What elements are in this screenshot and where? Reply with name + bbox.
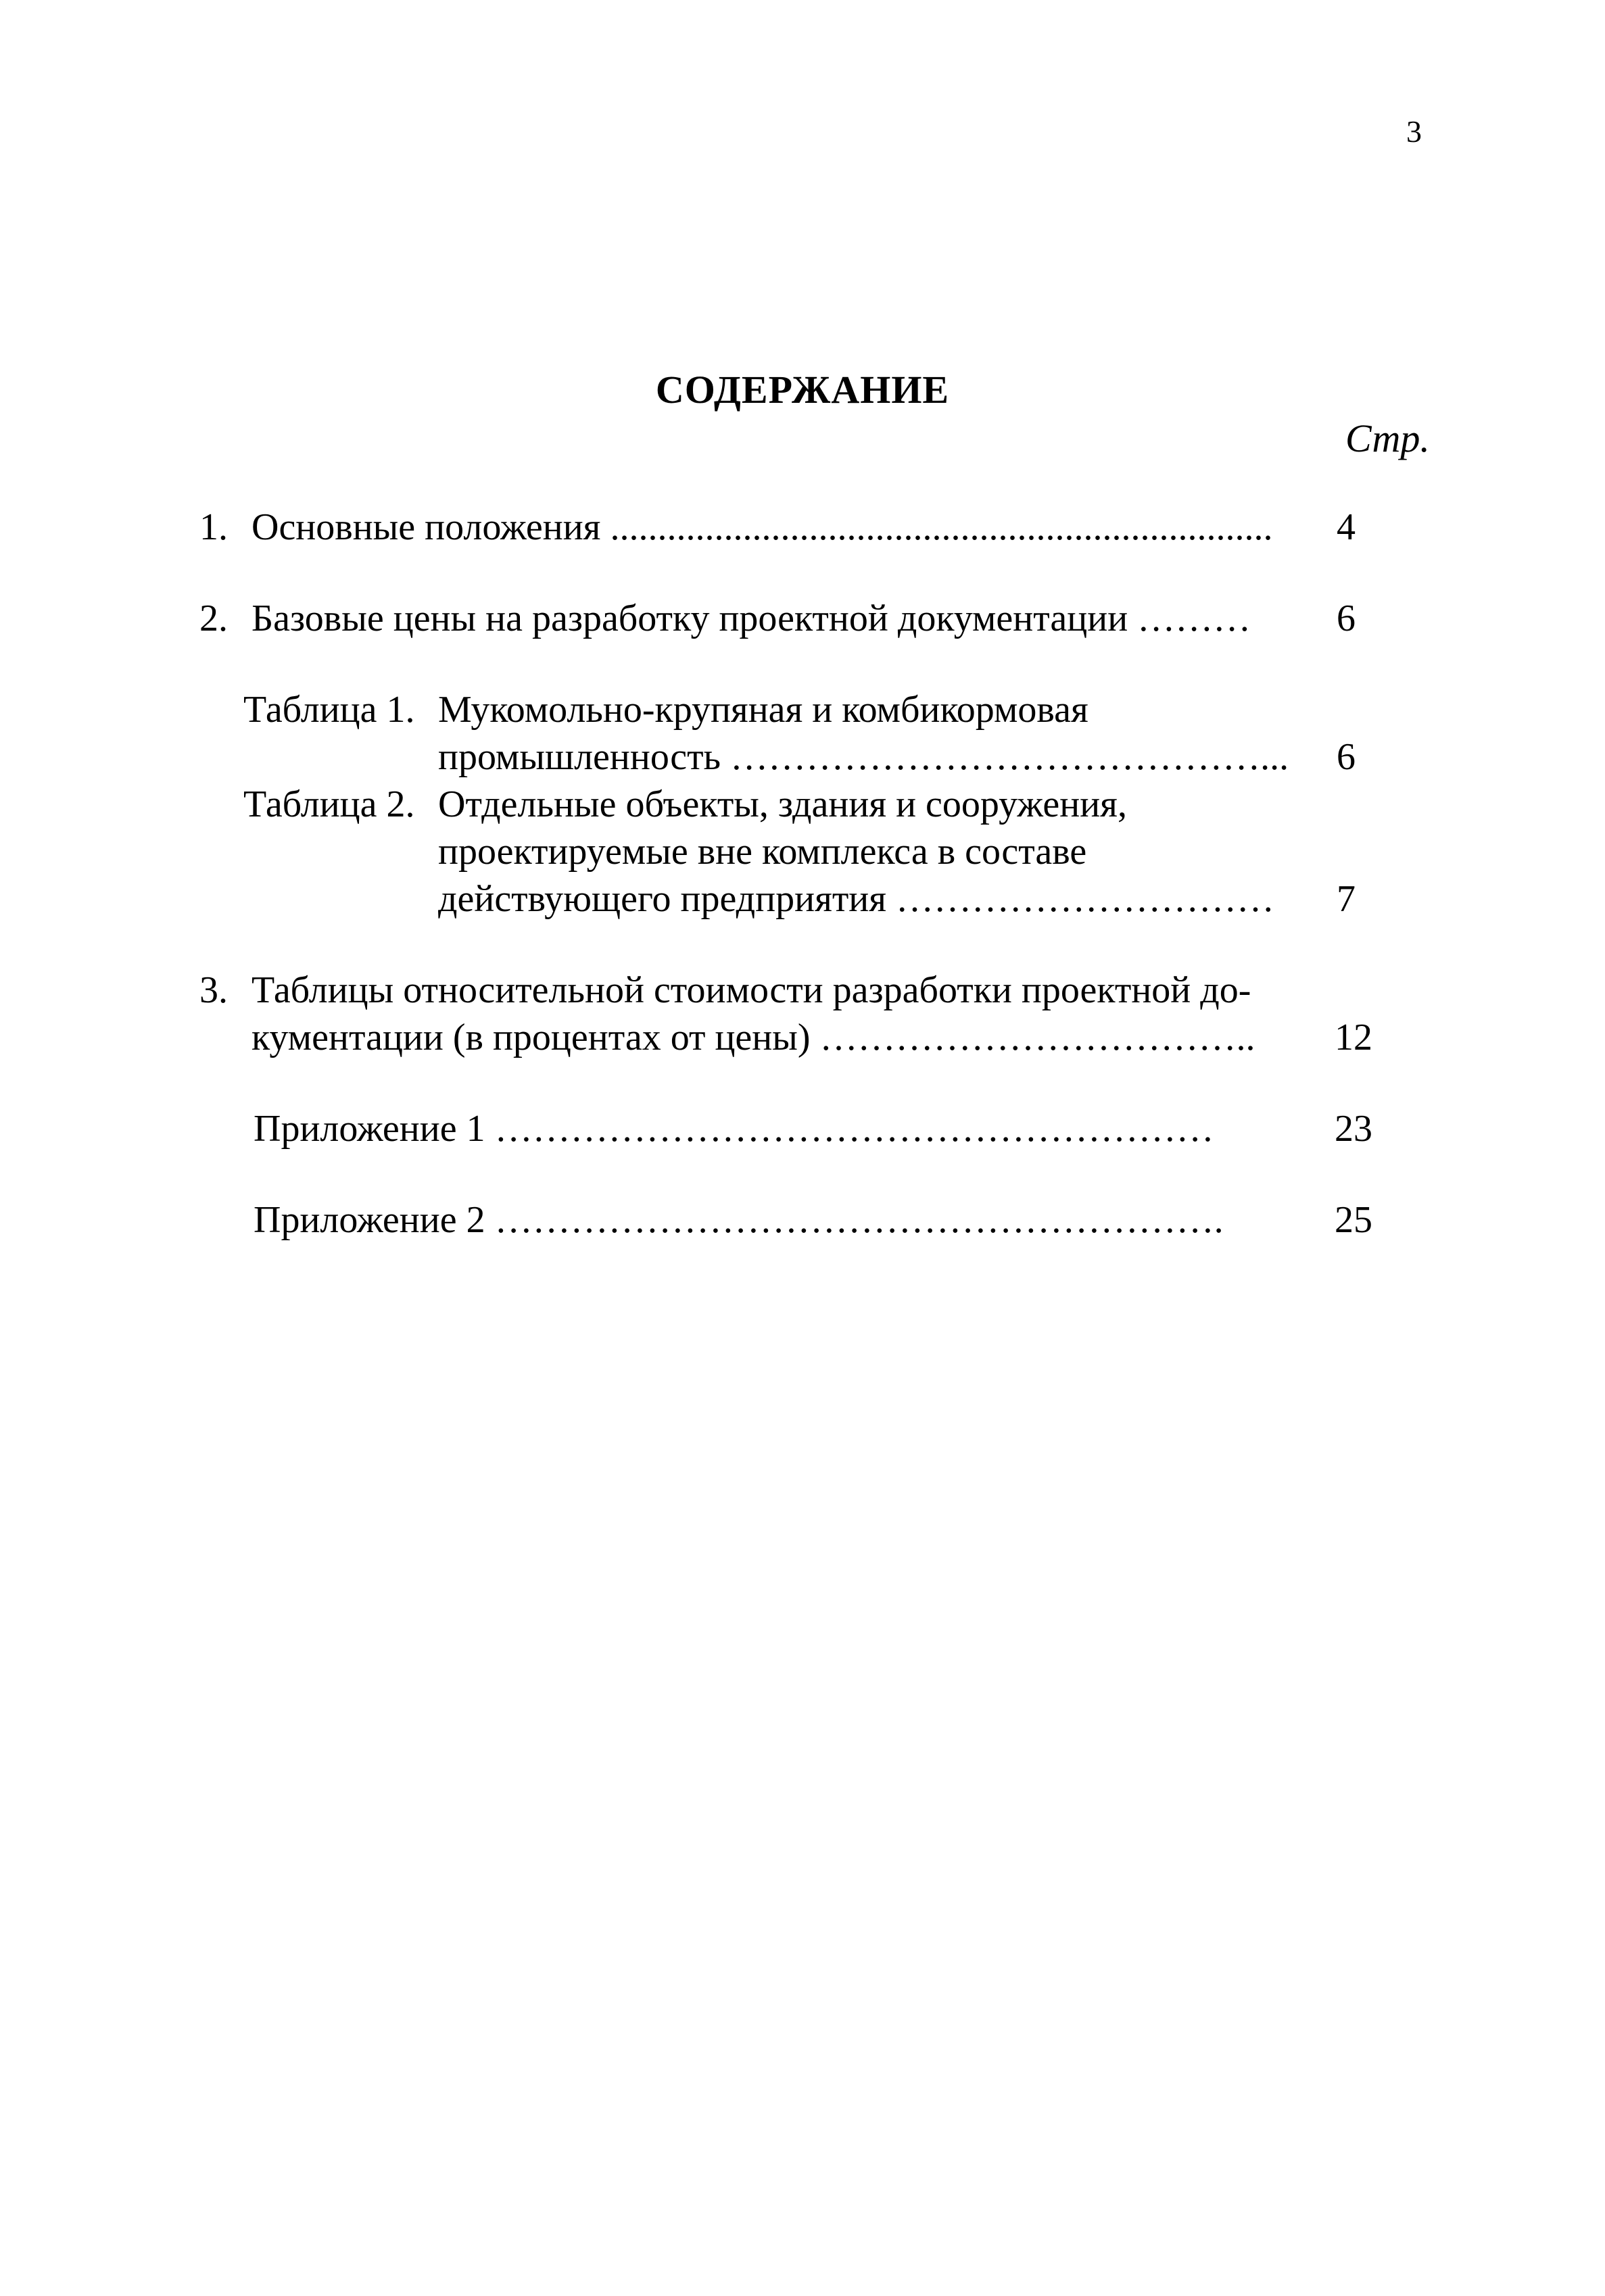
toc-entry-page: 7 xyxy=(1337,878,1356,920)
toc-entry-text: Основные положения ...................................................................... xyxy=(251,506,1273,548)
toc-title-text: СОДЕРЖАНИЕ xyxy=(655,368,950,412)
toc-entry-text-line: Отдельные объекты, здания и сооружения, xyxy=(438,783,1127,825)
toc-entry-number: 2. xyxy=(199,597,228,639)
toc-entry-number: Таблица 1. xyxy=(243,689,415,731)
toc-entry-text: Приложение 1 ………………………………………………… xyxy=(254,1108,1214,1150)
toc-entry-number: Таблица 2. xyxy=(243,783,415,825)
toc-title xyxy=(0,370,1605,410)
toc-entry-number: 1. xyxy=(199,506,228,548)
toc-entry-page: 25 xyxy=(1335,1199,1372,1241)
toc-entry-text-line: Таблицы относительной стоимости разработки проектной до- xyxy=(251,969,1251,1011)
toc-entry-page: 6 xyxy=(1337,597,1356,639)
toc-entry-page: 23 xyxy=(1335,1108,1372,1150)
toc-entry-text: Приложение 2 …………………………………………………. xyxy=(254,1199,1224,1241)
page-number: 3 xyxy=(1406,114,1422,149)
toc-entry-text-line: проектируемые вне комплекса в составе xyxy=(438,831,1087,873)
toc-entry-page: 4 xyxy=(1337,506,1356,548)
toc-entry-page: 12 xyxy=(1335,1017,1372,1058)
toc-entry-text-line: Мукомольно-крупяная и комбикормовая xyxy=(438,689,1088,731)
toc-entry-text-line: действующего предприятия ………………………… xyxy=(438,878,1275,920)
toc-entry-text-line: промышленность ……………………………………... xyxy=(438,736,1289,778)
toc-entry-text: Базовые цены на разработку проектной документации ……… xyxy=(251,597,1251,639)
toc-entry-text-line: кументации (в процентах от цены) …………………………….. xyxy=(251,1017,1255,1058)
toc-entry-number: 3. xyxy=(199,969,228,1011)
pages-column-header: Стр. xyxy=(1345,416,1430,460)
toc-entry-page: 6 xyxy=(1337,736,1356,778)
